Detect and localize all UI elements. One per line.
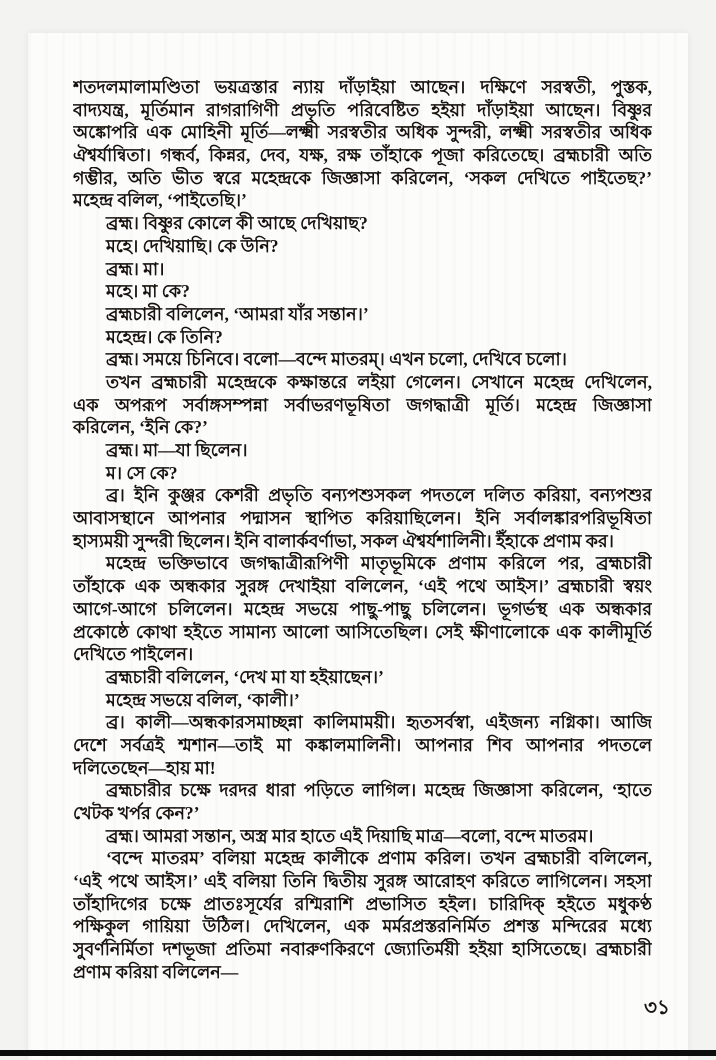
text-line: শতদলমালামণ্ডিতা ভয়ত্রস্তার ন্যায় দাঁড়াইয়া আছেন। দক্ষিণে সরস্বতী, পুস্তক, [73,77,652,97]
text-line: ব্রহ্মচারী বলিলেন, ‘আমরা যাঁর সন্তান।’ [106,303,369,324]
text-line: এক অপরূপ সর্বাঙ্গসম্পন্না সর্বাভরণভূষিতা জগদ্ধাত্রী মূর্তি। মহেন্দ্র জিজ্ঞাসা [73,394,652,415]
text-line: তাঁহাদিগের চক্ষে প্রাতঃসূর্যের রশ্মিরাশি প্রভাসিত হইল। চারিদিক্‌ হইতে মধুকণ্ঠ [73,893,652,914]
text-line: তাঁহাকে এক অন্ধকার সুরঙ্গ দেখাইয়া বলিলেন, ‘এই পথে আইস।’ ব্রহ্মচারী স্বয়ং [73,576,652,597]
text-line: ব্রহ্মচারীর চক্ষে দরদর ধারা পড়িতে লাগিল। মহেন্দ্র জিজ্ঞাসা করিলেন, ‘হাতে [106,780,652,801]
scan-edge-line [0,1050,716,1056]
text-line: খেটক খর্পর কেন?’ [73,803,200,823]
text-line: ঐশ্বর্যান্বিতা। গন্ধর্ব, কিন্নর, দেব, যক্ষ, রক্ষ তাঁহাকে পূজা করিতেছে। ব্রহ্মচারী অতি [73,145,652,166]
text-line: ম। সে কে? [106,462,178,483]
text-line: ব্রহ্ম। সময়ে চিনিবে। বলো—বন্দে মাতরম্‌। এখন চলো, দেখিবে চলো। [106,349,567,370]
text-line: আগে-আগে চলিলেন। মহেন্দ্র সভয়ে পাছু-পাছু চলিলেন। ভূগর্ভস্থ এক অন্ধকার [73,598,652,619]
book-page [28,33,688,1060]
text-line: হাস্যময়ী সুন্দরী ছিলেন। ইনি বালার্কবর্ণাভা, সকল ঐশ্বর্যশালিনী। ইঁহাকে প্রণাম কর। [73,530,614,551]
text-line: মহে। মা কে? [106,281,190,302]
text-line: প্রণাম করিয়া বলিলেন— [73,961,239,982]
text-line: গম্ভীর, অতি ভীত স্বরে মহেন্দ্রকে জিজ্ঞাসা করিলেন, ‘সকল দেখিতে পাইতেছ?’ [73,167,652,188]
text-line: করিলেন, ‘ইনি কে?’ [73,417,208,438]
text-line: ব্রহ্ম। আমরা সন্তান, অস্ত্র মার হাতে এই দিয়াছি মাত্র—বলো, বন্দে মাতরম। [106,825,594,846]
text-line: মহে। দেখিয়াছি। কে উনি? [106,235,279,256]
text-line: মহেন্দ্র সভয়ে বলিল, ‘কালী।’ [106,689,300,710]
text-line: পক্ষিকুল গায়িয়া উঠিল। দেখিলেন, এক মর্মরপ্রস্তরনির্মিত প্রশস্ত মন্দিরের মধ্যে [73,916,652,937]
text-line: সুবর্ণনির্মিতা দশভূজা প্রতিমা নবারুণকিরণে জ্যোতির্ময়ী হইয়া হাসিতেছে। ব্রহ্মচারী [73,939,652,960]
text-line: মহেন্দ্র বলিল, ‘পাইতেছি।’ [73,190,247,211]
text-line: দেখিতে পাইলেন। [73,644,194,665]
text-line: প্রকোষ্ঠে কোথা হইতে সামান্য আলো আসিতেছিল। সেই ক্ষীণালোকে এক কালীমূর্তি [73,621,652,642]
text-line: ‘বন্দে মাতরম’ বলিয়া মহেন্দ্র কালীকে প্রণাম করিল। তখন ব্রহ্মচারী বলিলেন, [106,848,652,869]
text-block [73,76,652,984]
text-line: আবাসস্থানে আপনার পদ্মাসন স্থাপিত করিয়াছিলেন। ইনি সর্বালঙ্কারপরিভূষিতা [73,508,652,529]
text-line: মহেন্দ্র ভক্তিভাবে জগদ্ধাত্রীরূপিণী মাতৃভূমিকে প্রণাম করিলে পর, ব্রহ্মচারী [106,553,652,574]
text-line: ব্রহ্ম। মা। [106,258,165,279]
text-line: ব্র। কালী—অন্ধকারসমাচ্ছন্না কালিমাময়ী। হৃতসর্বস্বা, এইজন্য নগ্নিকা। আজি [106,712,652,733]
text-line: দেশে সর্বত্রই শ্মশান—তাই মা কঙ্কালমালিনী। আপনার শিব আপনার পদতলে [73,734,652,755]
page-number: ৩১ [644,997,670,1019]
text-line: দলিতেছেন—হায় মা! [73,757,216,778]
text-line: ‘এই পথে আইস।’ এই বলিয়া তিনি দ্বিতীয় সুরঙ্গ আরোহণ করিতে লাগিলেন। সহসা [73,871,652,892]
text-line: ব্র। ইনি কুঞ্জর কেশরী প্রভৃতি বন্যপশুসকল পদতলে দলিত করিয়া, বন্যপশুর [106,485,652,506]
text-line: ব্রহ্ম। বিষ্ণুর কোলে কী আছে দেখিয়াছ? [106,213,368,234]
text-line: বাদ্যযন্ত্র, মূর্তিমান রাগরাগিণী প্রভৃতি পরিবেষ্টিত হইয়া দাঁড়াইয়া আছেন। বিষ্ণুর [73,99,652,120]
text-line: অঙ্কোপরি এক মোহিনী মূর্তি—লক্ষ্মী সরস্বতীর অধিক সুন্দরী, লক্ষ্মী সরস্বতীর অধিক [73,122,652,143]
text-line: মহেন্দ্র। কে তিনি? [106,326,223,347]
text-line: তখন ব্রহ্মচারী মহেন্দ্রকে কক্ষান্তরে লইয়া গেলেন। সেখানে মহেন্দ্র দেখিলেন, [106,371,652,392]
text-line: ব্রহ্মচারী বলিলেন, ‘দেখ মা যা হইয়াছেন।’ [106,666,384,687]
text-line: ব্রহ্ম। মা—যা ছিলেন। [106,440,248,460]
